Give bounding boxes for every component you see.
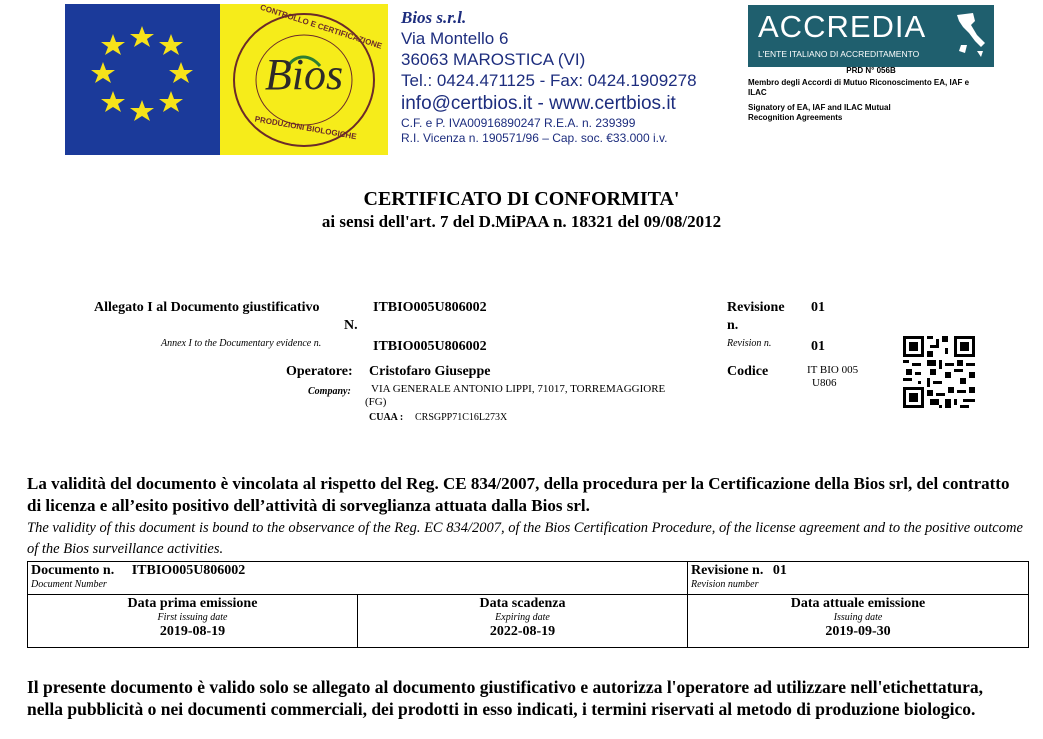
operator-label: Operatore: [286,364,353,379]
operator-province: (FG) [365,396,387,408]
annex-number: ITBIO005U806002 [373,300,487,315]
accredia-member: Membro degli Accordi di Mutuo Riconoscimento EA, IAF e ILAC [748,78,970,97]
document-number-label-en: Document Number [31,579,107,590]
bios-logo-ring-top: CONTROLLO E CERTIFICAZIONE [259,2,384,51]
first-issue-label-en: First issuing date [157,612,228,623]
annex-label: Allegato I al Documento giustificativo [94,300,320,315]
certificate-subtitle: ai sensi dell'art. 7 del D.MiPAA n. 18321 del 09/08/2012 [321,212,722,231]
validity-text-it: La validità del documento è vincolata al rispetto del Reg. CE 834/2007, della procedura per la Certificazione della Bios srl, del contratto di licenza e all’esito positivo dell’attività di sorveglianza attuata dalla Bios srl. [27,474,1010,515]
expiring-label: Data scadenza [479,596,566,611]
operator-name: Cristofaro Giuseppe [369,364,491,379]
company-street: Via Montello 6 [401,29,509,48]
validity-text-en: The validity of this document is bound to the observance of the Reg. EC 834/2007, of the Bios Certification Procedure, of the license agreement and to the positive outcome of the Bios surveillance activities. [27,520,1023,557]
company-phone: Tel.: 0424.471125 - Fax: 0424.1909278 [401,71,697,90]
current-issue-value: 2019-09-30 [825,624,891,639]
operator-address: VIA GENERALE ANTONIO LIPPI, 71017, TORREMAGGIORE [371,383,666,395]
accredia-prd: PRD N° 056B [846,66,896,75]
company-email-web: info@certbios.it - www.certbios.it [401,93,676,114]
accredia-info [748,66,1008,123]
accredia-wordmark: ACCREDIA [758,9,927,44]
code-value-line1: IT BIO 005 [807,364,859,376]
annex-label-en: Annex I to the Documentary evidence n. [161,338,322,349]
expiring-label-en: Expiring date [495,612,550,623]
bios-logo [220,4,388,155]
expiring-cell [358,595,688,648]
table-row [28,562,1029,595]
revision-label-n: n. [727,318,739,333]
document-number-label: Documento n. [31,563,115,578]
cuaa-value: CRSGPP71C16L273X [415,412,508,423]
document-number-value: ITBIO005U806002 [131,563,246,578]
revision-value: 01 [811,300,825,315]
table-revision-label: Revisione n. [691,563,764,578]
certificate-title: CERTIFICATO DI CONFORMITA' [363,188,680,210]
table-revision-value: 01 [772,563,787,578]
validity-statement: Il presente documento è valido solo se allegato al documento giustificativo e autorizza l'operatore ad utilizzare nell'etichettatura, nella pubblicità o nei documenti commerciali, dei prodotti in esso indicati, i termini riservati al metodo di produzione biologico. [27,677,984,719]
accredia-subtitle: L'ENTE ITALIANO DI ACCREDITAMENTO [758,49,920,59]
table-row [28,595,1029,648]
code-label: Codice [727,364,769,379]
revision-value-en: 01 [811,339,825,354]
cuaa-label: CUAA : [369,412,404,423]
revision-number-cell [688,562,1029,595]
accredia-logo [748,5,994,67]
qr-code [903,336,975,408]
company-address-block [401,8,751,146]
annex-number-en: ITBIO005U806002 [373,339,487,354]
current-issue-label-en: Issuing date [833,612,883,623]
company-tax-info: C.F. e P. IVA00916890247 R.E.A. n. 239399 [401,116,636,130]
revision-label: Revisione [727,300,785,315]
revision-label-en: Revision n. [727,338,772,349]
table-revision-label-en: Revision number [691,579,759,590]
bios-logo-word: Bios [264,50,344,99]
annex-label-n: N. [344,318,358,333]
expiring-value: 2022-08-19 [489,624,556,639]
bios-logo-ring-bottom: PRODUZIONI BIOLOGICHE [254,114,358,142]
first-issue-cell [28,595,358,648]
italy-map-icon [953,11,989,59]
current-issue-label: Data attuale emissione [790,596,926,611]
eu-stars-icon [65,4,220,155]
current-issue-cell [688,595,1029,648]
accredia-signatory: Signatory of EA, IAF and ILAC Mutual Recognition Agreements [748,103,891,122]
first-issue-value: 2019-08-19 [159,624,226,639]
company-label: Company: [308,386,351,397]
code-value-line2: U806 [812,377,837,389]
company-registry: R.I. Vicenza n. 190571/96 – Cap. soc. €33.000 i.v. [401,131,668,145]
document-number-cell [28,562,688,595]
company-city: 36063 MAROSTICA (VI) [401,50,586,69]
company-name: Bios s.r.l. [401,8,467,27]
eu-flag-logo [65,4,220,155]
document-info-table [27,561,1029,648]
first-issue-label: Data prima emissione [127,596,258,611]
